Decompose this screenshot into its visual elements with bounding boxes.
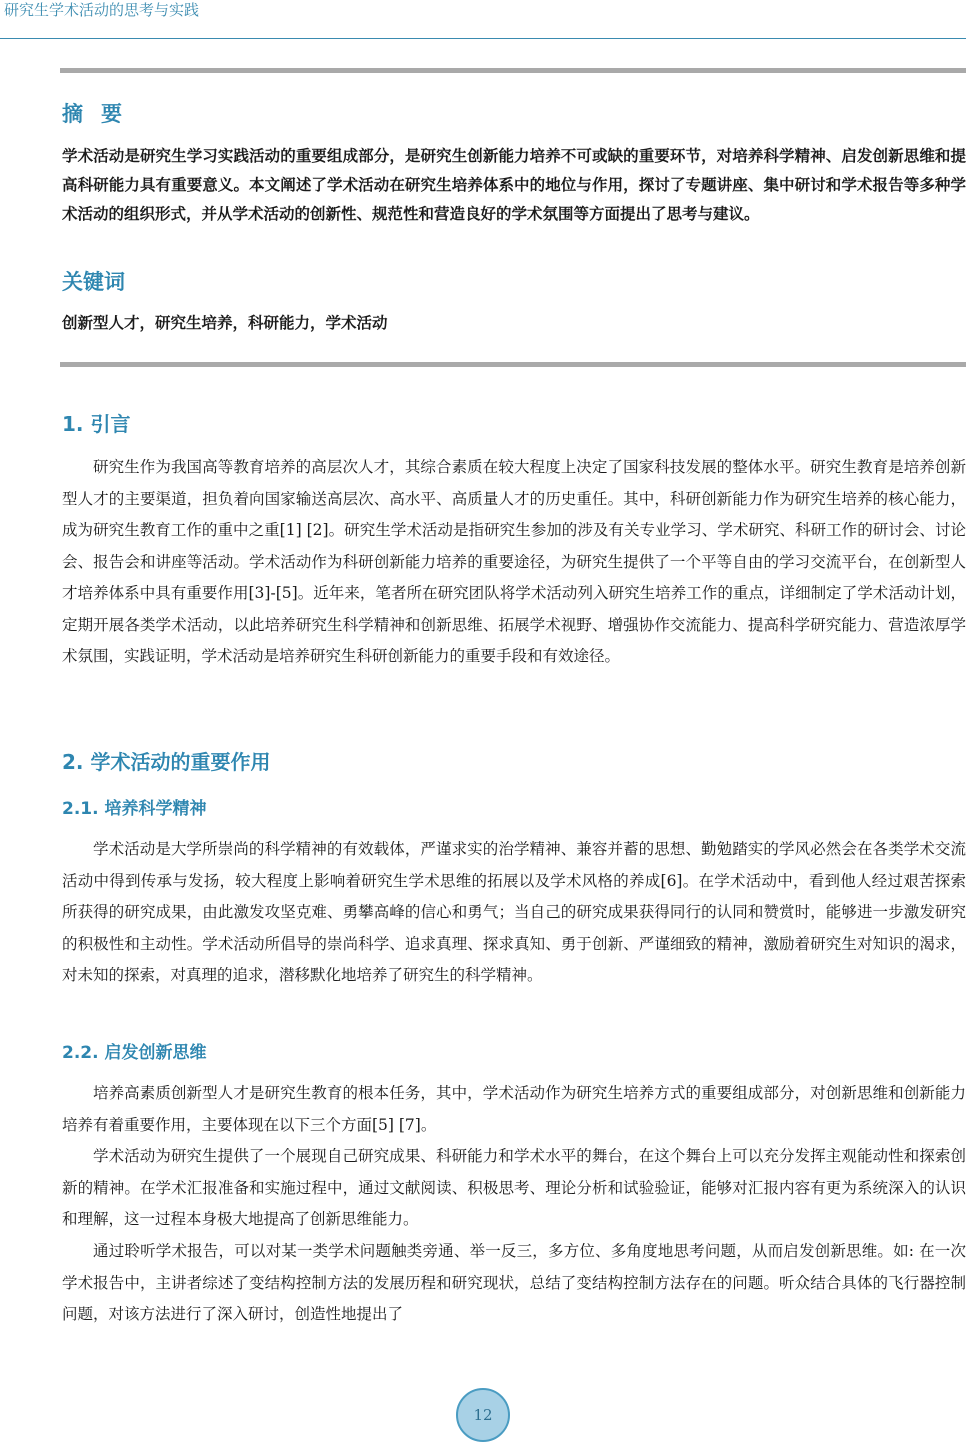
- section-2-heading: 2. 学术活动的重要作用: [62, 750, 271, 774]
- section-2-2-paragraph-3: 通过聆听学术报告，可以对某一类学术问题触类旁通、举一反三，多方位、多角度地思考问题，从而启发创新思维。如: 在一次学术报告中，主讲者综述了变结构控制方法的发展历程和研究现状，总结了变结构控制方法存在的问题。听众结合具体的飞行器控制问题，对该方法进行了深入研讨，创造性地提出了: [62, 1242, 966, 1323]
- abstract-heading: 摘要: [62, 102, 140, 126]
- keywords-heading: 关键词: [62, 270, 125, 294]
- page-number-badge: [456, 1388, 510, 1442]
- section-1-heading: 1. 引言: [62, 412, 131, 436]
- section-1-paragraph: 研究生作为我国高等教育培养的高层次人才，其综合素质在较大程度上决定了国家科技发展的整体水平。研究生教育是培养创新型人才的主要渠道，担负着向国家输送高层次、高水平、高质量人才的历史重任。其中，科研创新能力作为研究生培养的核心能力，成为研究生教育工作的重中之重[1] [2]。研究生学术活动是指研究生参加的涉及有关专业学习、学术研究、科研工作的研讨会、讨论会、报告会和讲座等活动。学术活动作为科研创新能力培养的重要途径，为研究生提供了一个平等自由的学习交流平台，在创新型人才培养体系中具有重要作用[3]-[5]。近年来，笔者所在研究团队将学术活动列入研究生培养工作的重点，详细制定了学术活动计划，定期开展各类学术活动，以此培养研究生科学精神和创新思维、拓展学术视野、增强协作交流能力、提高科学研究能力、营造浓厚学术氛围，实践证明，学术活动是培养研究生科研创新能力的重要手段和有效途径。: [62, 458, 966, 665]
- page-number: 12: [473, 1406, 493, 1424]
- section-2-2-paragraph-1: 培养高素质创新型人才是研究生教育的根本任务，其中，学术活动作为研究生培养方式的重要组成部分，对创新思维和创新能力培养有着重要作用，主要体现在以下三个方面[5] [7]。: [62, 1084, 966, 1134]
- header-rule: [0, 38, 966, 39]
- running-header: 研究生学术活动的思考与实践: [4, 1, 200, 19]
- abstract-body: 学术活动是研究生学习实践活动的重要组成部分，是研究生创新能力培养不可或缺的重要环节，对培养科学精神、启发创新思维和提高科研能力具有重要意义。本文阐述了学术活动在研究生培养体系中的地位与作用，探讨了专题讲座、集中研讨和学术报告等多种学术活动的组织形式，并从学术活动的创新性、规范性和营造良好的学术氛围等方面提出了思考与建议。: [62, 147, 966, 223]
- keywords-body: 创新型人才，研究生培养，科研能力，学术活动: [62, 314, 388, 332]
- section-2-1-paragraph: 学术活动是大学所崇尚的科学精神的有效载体，严谨求实的治学精神、兼容并蓄的思想、勤勉踏实的学风必然会在各类学术交流活动中得到传承与发扬，较大程度上影响着研究生学术思维的拓展以及学术风格的养成[6]。在学术活动中，看到他人经过艰苦探索所获得的研究成果，由此激发攻坚克难、勇攀高峰的信心和勇气；当自己的研究成果获得同行的认同和赞赏时，能够进一步激发研究的积极性和主动性。学术活动所倡导的崇尚科学、追求真理、探求真知、勇于创新、严谨细致的精神，激励着研究生对知识的渴求，对未知的探索，对真理的追求，潜移默化地培养了研究生的科学精神。: [62, 840, 966, 984]
- abstract-bottom-rule: [60, 362, 966, 367]
- section-2-2-heading: 2.2. 启发创新思维: [62, 1043, 207, 1063]
- abstract-top-rule: [60, 68, 966, 73]
- section-2-1-heading: 2.1. 培养科学精神: [62, 799, 207, 819]
- section-2-2-paragraph-2: 学术活动为研究生提供了一个展现自己研究成果、科研能力和学术水平的舞台，在这个舞台上可以充分发挥主观能动性和探索创新的精神。在学术汇报准备和实施过程中，通过文献阅读、积极思考、理论分析和试验验证，能够对汇报内容有更为系统深入的认识和理解，这一过程本身极大地提高了创新思维能力。: [62, 1147, 966, 1228]
